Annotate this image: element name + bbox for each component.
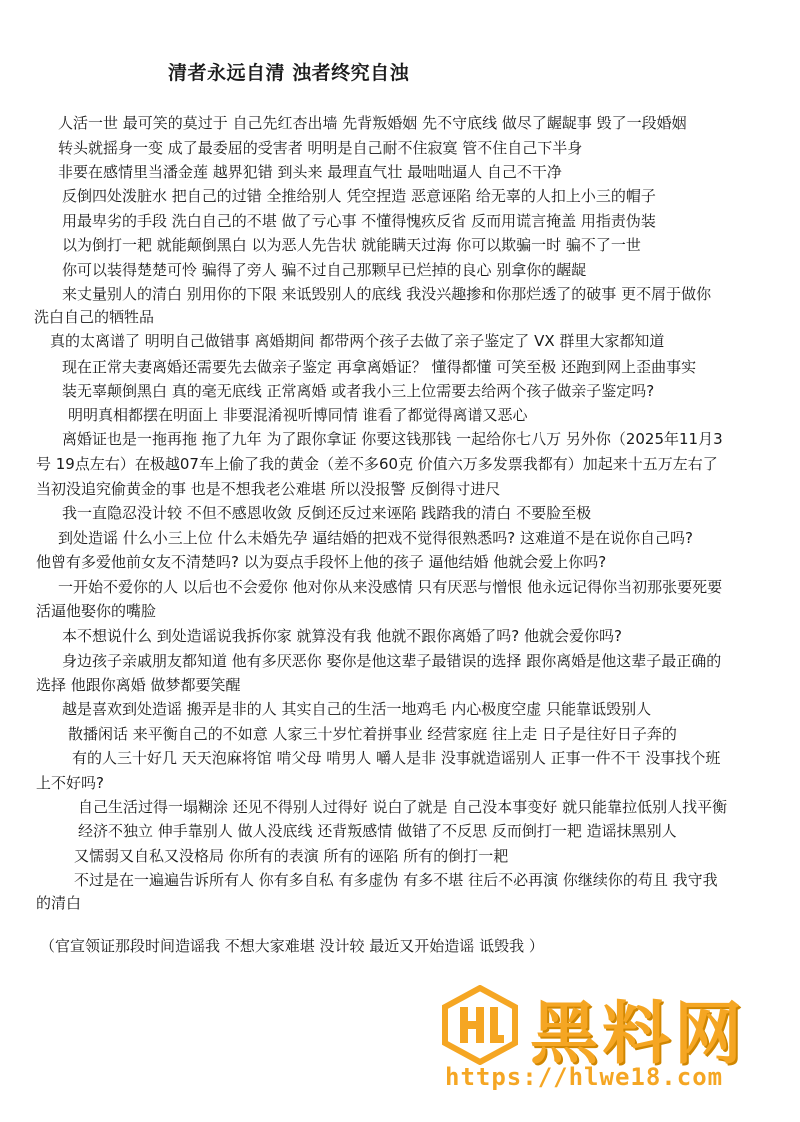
text-line-29: 自己生活过得一塌糊涂 还见不得别人过得好 说白了就是 自己没本事变好 就只能靠拉低别人找平衡 [78,798,728,816]
document-title: 清者永远自清 浊者终究自浊 [168,62,410,84]
text-line-27: 有的人三十好几 天天泡麻将馆 啃父母 啃男人 嚼人是非 没事就造谣别人 正事一件不干 没事找个班 [72,749,721,767]
text-line-26: 散播闲话 来平衡自己的不如意 人家三十岁忙着拼事业 经营家庭 往上走 日子是往好日子奔的 [68,725,677,743]
text-line-21: 活逼他娶你的嘴脸 [36,602,157,620]
text-line-12: 装无辜颠倒黑白 真的毫无底线 正常离婚 或者我小三上位需要去给两个孩子做亲子鉴定吗? [62,382,655,400]
text-line-31: 又懦弱又自私又没格局 你所有的表演 所有的诬陷 所有的倒打一耙 [74,847,509,865]
text-line-14: 离婚证也是一拖再拖 拖了九年 为了跟你拿证 你要这钱那钱 一起给你七八万 另外你（2025年11月3 [62,430,723,448]
text-line-2: 转头就摇身一变 成了最委屈的受害者 明明是自己耐不住寂寞 管不住自己下半身 [58,139,583,157]
text-line-3: 非要在感情里当潘金莲 越界犯错 到头来 最理直气壮 最咄咄逼人 自己不干净 [58,163,562,181]
text-line-23: 身边孩子亲戚朋友都知道 他有多厌恶你 娶你是他这辈子最错误的选择 跟你离婚是他这辈子最正确的 [62,652,722,670]
text-line-15: 号 19点左右）在极越07车上偷了我的黄金（差不多60克 价值六万多发票我都有）加起来十五万左右了 [36,455,718,473]
text-line-11: 现在正常夫妻离婚还需要先去做亲子鉴定 再拿离婚证？ 懂得都懂 可笑至极 还跑到网上歪曲事实 [62,358,697,376]
text-line-19: 他曾有多爱他前女友不清楚吗? 以为耍点手段怀上他的孩子 逼他结婚 他就会爱上你吗? [36,553,607,571]
text-line-9: 洗白自己的牺牲品 [34,308,155,326]
text-line-6: 以为倒打一耙 就能颠倒黑白 以为恶人先告状 就能瞒天过海 你可以欺骗一时 骗不了一世 [62,236,641,254]
text-line-22: 本不想说什么 到处造谣说我拆你家 就算没有我 他就不跟你离婚了吗? 他就会爱你吗? [62,627,622,645]
text-line-30: 经济不独立 伸手靠别人 做人没底线 还背叛感情 做错了不反思 反而倒打一耙 造谣抹黑别人 [78,822,677,840]
text-line-17: 我一直隐忍没计较 不但不感恩收敛 反倒还反过来诬陷 践踏我的清白 不要脸至极 [62,504,592,522]
text-line-24: 选择 他跟你离婚 做梦都要笑醒 [36,676,241,694]
text-line-8: 来丈量别人的清白 别用你的下限 来诋毁别人的底线 我没兴趣掺和你那烂透了的破事 更不屑于做你 [62,285,712,303]
watermark-name: 黑料网 [530,995,747,1074]
watermark [420,975,790,1105]
text-line-1: 人活一世 最可笑的莫过于 自己先红杏出墙 先背叛婚姻 先不守底线 做尽了龌龊事 毁了一段婚姻 [58,114,687,132]
text-line-25: 越是喜欢到处造谣 搬弄是非的人 其实自己的生活一地鸡毛 内心极度空虚 只能靠诋毁别人 [62,700,652,718]
text-line-4: 反倒四处泼脏水 把自己的过错 全推给别人 凭空捏造 恶意诬陷 给无辜的人扣上小三的帽子 [62,187,656,205]
text-line-32: 不过是在一遍遍告诉所有人 你有多自私 有多虚伪 有多不堪 往后不必再演 你继续你的苟且 我守我 [74,871,718,889]
text-line-5: 用最卑劣的手段 洗白自己的不堪 做了亏心事 不懂得愧疚反省 反而用谎言掩盖 用指责伪装 [62,212,656,230]
text-line-20: 一开始不爱你的人 以后也不会爱你 他对你从来没感情 只有厌恶与憎恨 他永远记得你当初那张要死要 [58,578,723,596]
text-line-13: 明明真相都摆在明面上 非要混淆视听博同情 谁看了都觉得离谱又恶心 [68,406,528,424]
text-line-28: 上不好吗? [36,774,104,792]
hl-shield-logo-icon [440,985,520,1065]
text-line-33: 的清白 [36,894,82,912]
text-line-10: 真的太离谱了 明明自己做错事 离婚期间 都带两个孩子去做了亲子鉴定了 VX 群里大家都知道 [50,332,665,350]
text-line-16: 当初没追究偷黄金的事 也是不想我老公难堪 所以没报警 反倒得寸进尺 [36,480,501,498]
text-line-18: 到处造谣 什么小三上位 什么未婚先孕 逼结婚的把戏不觉得很熟悉吗? 这难道不是在说你自己吗? [58,529,693,547]
text-line-7: 你可以装得楚楚可怜 骗得了旁人 骗不过自己那颗早已烂掉的良心 别拿你的龌龊 [62,261,587,279]
watermark-url: https://hlwe18.com [445,1063,724,1091]
footnote: （官宣领证那段时间造谣我 不想大家难堪 没计较 最近又开始造谣 诋毁我 ） [40,937,544,955]
